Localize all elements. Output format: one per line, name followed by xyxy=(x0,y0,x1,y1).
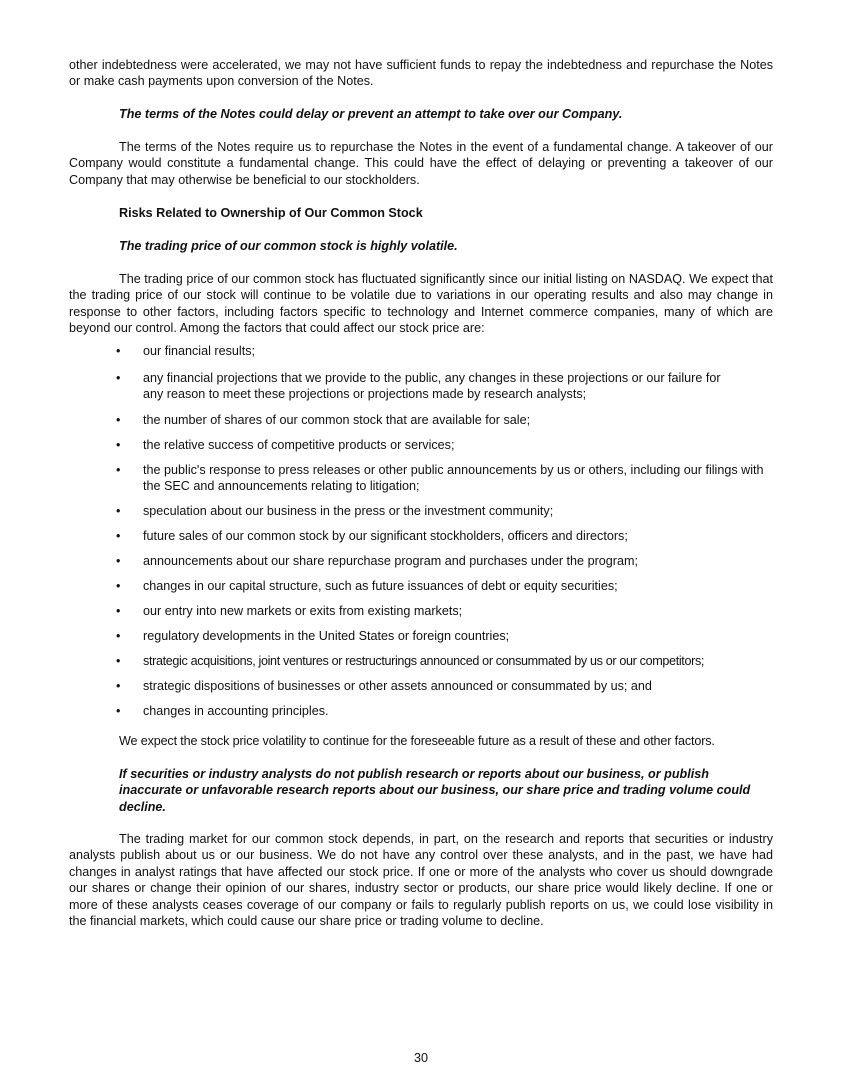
list-item-text: changes in accounting principles. xyxy=(143,704,329,718)
bullet-icon: • xyxy=(116,529,121,543)
list-item-text: any financial projections that we provide to the public, any changes in these projections or our failure for any reason to meet these projections or projections made by research analysts; xyxy=(143,371,721,402)
bullet-icon: • xyxy=(116,579,121,593)
list-item-text: speculation about our business in the press or the investment community; xyxy=(143,504,554,518)
list-item-text: our entry into new markets or exits from existing markets; xyxy=(143,604,463,618)
section-heading: Risks Related to Ownership of Our Common Stock xyxy=(119,206,423,220)
list-item-text: the relative success of competitive products or services; xyxy=(143,438,455,452)
page-number: 30 xyxy=(413,1051,428,1065)
list-item-text: the public's response to press releases or other public announcements by us or others, including our filings with the SEC and announcements relating to litigation; xyxy=(143,463,764,494)
volatility-paragraph: The trading price of our common stock has fluctuated significantly since our initial listing on NASDAQ. We expect that the trading price of our stock will continue to be volatile due to variations in our operating results and also may change in response to other factors, including factors specific to technology and Internet commerce companies, many of which are beyond our control. Among the factors that could affect our stock price are: xyxy=(69,272,773,336)
bullet-icon: • xyxy=(116,704,121,718)
list-item-text: future sales of our common stock by our significant stockholders, officers and directors; xyxy=(143,529,628,543)
volatility-heading: The trading price of our common stock is highly volatile. xyxy=(119,239,458,253)
takeover-heading: The terms of the Notes could delay or prevent an attempt to take over our Company. xyxy=(119,107,623,121)
bullet-icon: • xyxy=(116,344,121,358)
list-item-text: announcements about our share repurchase program and purchases under the program; xyxy=(143,554,638,568)
list-item-text: the number of shares of our common stock that are available for sale; xyxy=(143,413,531,427)
volatility-outlook-paragraph: We expect the stock price volatility to continue for the foreseeable future as a result of these and other factors. xyxy=(119,734,715,748)
bullet-icon: • xyxy=(116,604,121,618)
bullet-icon: • xyxy=(116,629,121,643)
bullet-icon: • xyxy=(116,463,121,477)
list-item-text: strategic acquisitions, joint ventures or restructurings announced or consummated by us or our competitors; xyxy=(143,654,705,668)
analysts-heading: If securities or industry analysts do not publish research or reports about our business, or publish inaccurate or unfavorable research reports about our business, our share price and trading volume could decline. xyxy=(119,767,751,814)
list-item-text: regulatory developments in the United States or foreign countries; xyxy=(143,629,510,643)
bullet-icon: • xyxy=(116,413,121,427)
takeover-paragraph: The terms of the Notes require us to repurchase the Notes in the event of a fundamental change. A takeover of our Company would constitute a fundamental change. This could have the effect of delaying or preventing a takeover of our Company that may otherwise be beneficial to our stockholders. xyxy=(69,140,773,187)
list-item-text: changes in our capital structure, such as future issuances of debt or equity securities; xyxy=(143,579,618,593)
bullet-icon: • xyxy=(116,438,121,452)
list-item-text: strategic dispositions of businesses or other assets announced or consummated by us; and xyxy=(143,679,652,693)
bullet-icon: • xyxy=(116,504,121,518)
list-item-text: our financial results; xyxy=(143,344,255,358)
analysts-paragraph: The trading market for our common stock depends, in part, on the research and reports that securities or industry analysts publish about us or our business. We do not have any control over these analysts, and in the past, we have had changes in analyst ratings that have affected our stock price. If one or more of the analysts who cover us should downgrade our shares or change their opinion of our shares, industry sector or products, our share price would likely decline. If one or more of these analysts ceases coverage of our company or fails to regularly publish reports on us, we could lose visibility in the financial markets, which could cause our share price or trading volume to decline. xyxy=(69,832,773,929)
bullet-icon: • xyxy=(116,679,121,693)
bullet-icon: • xyxy=(116,371,121,385)
intro-paragraph: other indebtedness were accelerated, we may not have sufficient funds to repay the indebtedness and repurchase the Notes or make cash payments upon conversion of the Notes. xyxy=(69,58,773,89)
bullet-icon: • xyxy=(116,654,121,668)
bullet-icon: • xyxy=(116,554,121,568)
